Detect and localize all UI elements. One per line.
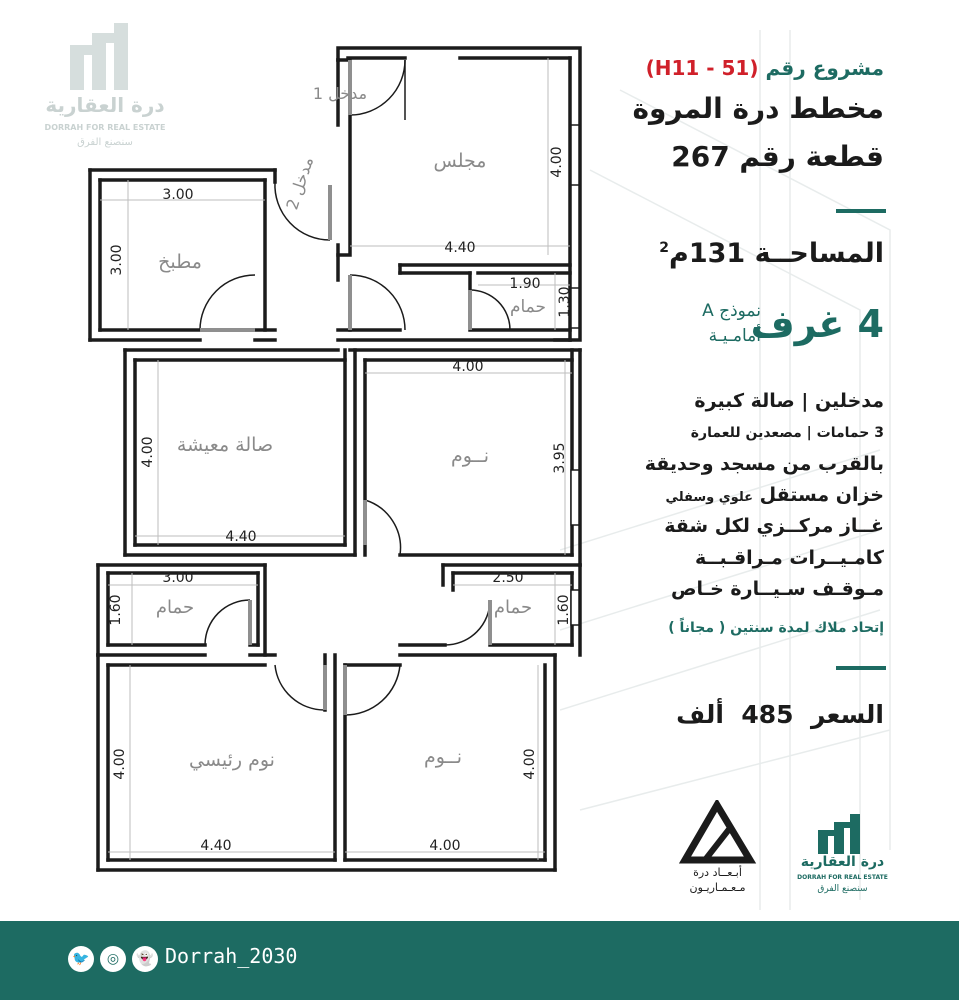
dim-living-width: 4.40 <box>225 529 257 545</box>
feature-line-7: مـوقـف سـيــارة خـاص <box>670 578 884 600</box>
dim-bath-left-width: 3.00 <box>162 570 194 586</box>
brand-name-en: DORRAH FOR REAL ESTATE <box>44 123 166 132</box>
dim-bedroom-right-width: 4.00 <box>452 359 484 375</box>
feature-line-2: 3 حمامات | مصعدين للعمارة <box>690 425 884 441</box>
separator-1 <box>836 209 886 213</box>
area-label: المساحــة <box>754 238 884 269</box>
room-label-bath-right: حمام <box>493 597 533 618</box>
feature-line-6: كامـيــرات مـراقـبــة <box>694 547 884 569</box>
partner-logo <box>675 800 760 900</box>
room-label-entry1: مدخل 1 <box>312 84 368 103</box>
room-label-master: نوم رئيسي <box>189 749 275 771</box>
brand-slogan: سنصنع الفرق <box>77 137 133 148</box>
dorrah-logo-small-icon <box>790 810 895 855</box>
price-label: السعر <box>810 700 884 729</box>
brand-name-en-small: DORRAH FOR REAL ESTATE <box>797 874 888 881</box>
triangle-logo-icon <box>675 800 760 865</box>
partner-name-1: أبـعــاد درة <box>693 866 742 879</box>
facade-type: أمامـيـة <box>708 326 761 346</box>
project-code: (H11 - 51) <box>645 56 759 80</box>
brand-name-ar: درة العقارية <box>45 93 165 117</box>
social-handle[interactable]: Dorrah_2030 <box>165 944 298 968</box>
plot-number: قطعة رقم 267 <box>671 140 884 173</box>
dim-living-height: 4.00 <box>140 436 156 468</box>
model-type: نموذج A <box>702 301 761 321</box>
price-line <box>676 700 884 729</box>
brand-name-ar-small: درة العقارية <box>800 854 885 870</box>
area-superscript: 2 <box>659 240 670 256</box>
price-value: 485 <box>741 700 794 729</box>
dim-bath-top-width: 1.90 <box>509 276 541 292</box>
instagram-icon[interactable]: ◎ <box>100 946 126 972</box>
dim-bedroom-right-height: 3.95 <box>552 442 568 474</box>
price-unit: ألف <box>676 700 724 729</box>
feature-line-5: غــاز مركــزي لكل شقة <box>664 515 884 537</box>
room-label-bedroom-bottom: نــوم <box>424 746 462 768</box>
plan-title: مخطط درة المروة <box>632 92 884 125</box>
dim-majlis-width: 4.40 <box>444 240 476 256</box>
dim-bath-right-width: 2.50 <box>492 570 524 586</box>
feature-line-4 <box>666 484 884 506</box>
feature-line-8: إتحاد ملاك لمدة سنتين ( مجاناً ) <box>668 620 884 636</box>
room-label-bath-top: حمام <box>509 297 547 317</box>
dim-master-width: 4.40 <box>200 838 232 854</box>
feature-line-3: بالقرب من مسجد وحديقة <box>644 453 884 475</box>
feature-line-4-main: خزان مستقل <box>759 484 884 506</box>
dim-bath-top-height: 1.30 <box>557 286 573 318</box>
project-line <box>646 56 884 80</box>
partner-name-2: مـعـمـاريـون <box>689 881 746 894</box>
dim-kitchen-width: 3.00 <box>162 187 194 203</box>
room-label-living: صالة معيشة <box>176 434 274 456</box>
dim-bath-left-height: 1.60 <box>108 594 124 626</box>
dim-majlis-height: 4.00 <box>549 146 565 178</box>
feature-line-4-small: علوي وسفلي <box>665 490 754 505</box>
brand-logo-bottom <box>790 810 895 910</box>
room-label-bedroom-right: نــوم <box>451 445 489 467</box>
twitter-icon[interactable]: 🐦 <box>68 946 94 972</box>
snapchat-icon[interactable]: 👻 <box>132 946 158 972</box>
area-value: 131م <box>669 238 746 269</box>
room-label-entry2: مدخل 2 <box>282 154 318 213</box>
dim-master-height: 4.00 <box>112 748 128 780</box>
rooms-count: 4 غرف <box>750 302 884 346</box>
room-label-majlis: مجلس <box>433 150 487 172</box>
area-line <box>659 238 884 269</box>
room-label-bath-left: حمام <box>155 597 195 618</box>
separator-2 <box>836 666 886 670</box>
brand-slogan-small: سنصنع الفرق <box>817 884 868 894</box>
project-label: مشروع رقم <box>765 56 884 80</box>
room-label-kitchen: مطبخ <box>158 251 202 273</box>
feature-line-1: مدخلين | صالة كبيرة <box>694 390 884 412</box>
dim-bedroom-bottom-width: 4.00 <box>429 838 461 854</box>
dim-bath-right-height: 1.60 <box>556 594 572 626</box>
dim-bedroom-bottom-height: 4.00 <box>522 748 538 780</box>
dim-kitchen-height: 3.00 <box>109 244 125 276</box>
